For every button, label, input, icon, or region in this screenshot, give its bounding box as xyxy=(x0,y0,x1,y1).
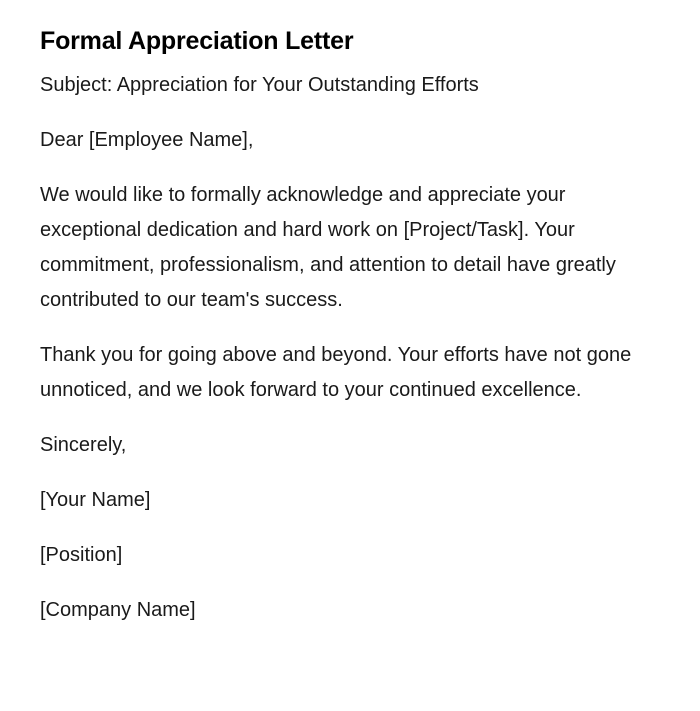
body-paragraph-2: Thank you for going above and beyond. Your efforts have not gone unnoticed, and we look forward to your continued excellence. xyxy=(40,344,632,401)
signature-position: [Position] xyxy=(40,544,123,566)
body-paragraph-1: We would like to formally acknowledge and appreciate your exceptional dedication and hard work on [Project/Task]. Your commitment, professionalism, and attention to detail have greatly contributed to our team's success. xyxy=(40,184,616,311)
greeting: Dear [Employee Name], xyxy=(40,129,254,151)
subject-line: Subject: Appreciation for Your Outstanding Efforts xyxy=(40,74,479,96)
closing: Sincerely, xyxy=(40,434,127,456)
signature-company: [Company Name] xyxy=(40,599,196,621)
document-title: Formal Appreciation Letter xyxy=(40,27,354,55)
signature-name: [Your Name] xyxy=(40,489,151,511)
